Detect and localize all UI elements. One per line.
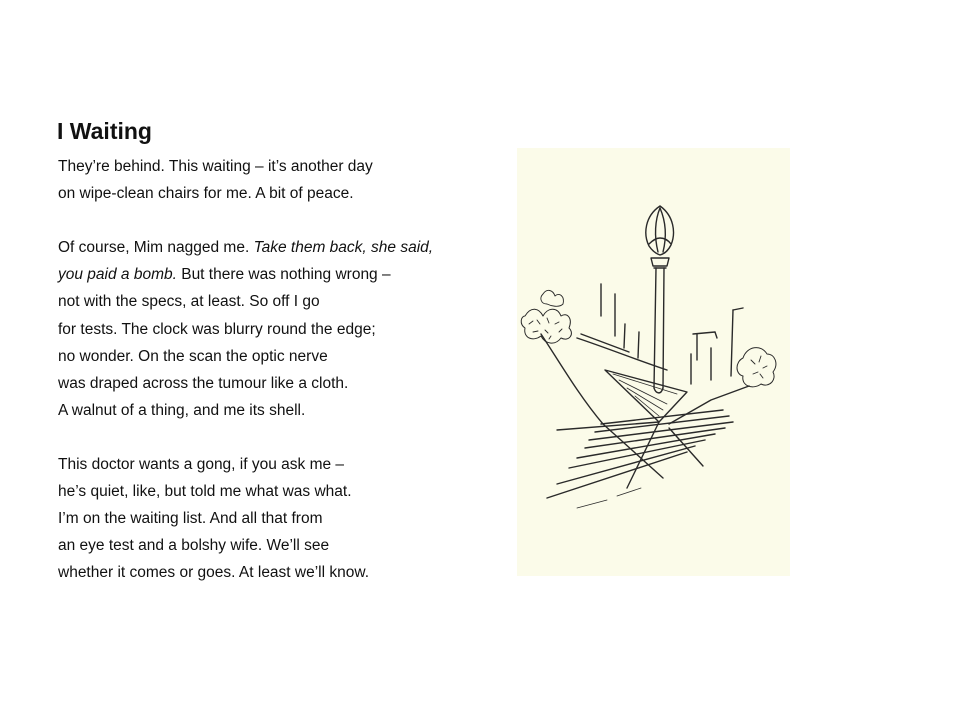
poem-line: he’s quiet, like, but told me what was what. <box>58 483 352 501</box>
poem-line: no wonder. On the scan the optic nerve <box>58 347 328 365</box>
poem-line: I’m on the waiting list. And all that from <box>58 510 323 528</box>
poem-line-text: Of course, Mim nagged me. <box>58 239 254 257</box>
poem-line <box>58 234 498 261</box>
street-lamp-sketch-icon <box>517 148 790 576</box>
poem-title: I Waiting <box>57 118 152 144</box>
poem-line-italic: you paid a bomb. <box>58 266 177 284</box>
poem-line: on wipe-clean chairs for me. A bit of peace. <box>58 185 354 203</box>
poem-line: for tests. The clock was blurry round the edge; <box>58 320 376 338</box>
street-lamp-sketch <box>517 148 790 576</box>
poem-line: whether it comes or goes. At least we’ll know. <box>58 564 370 582</box>
poem-body <box>58 153 498 587</box>
poem-line: an eye test and a bolshy wife. We’ll see <box>58 537 330 555</box>
stanza-break <box>58 424 498 451</box>
poem-line: They’re behind. This waiting – it’s another day <box>58 158 373 175</box>
poem-line: not with the specs, at least. So off I go <box>58 293 320 311</box>
poem-line: was draped across the tumour like a cloth. <box>58 374 349 392</box>
poem-line <box>58 261 498 288</box>
poem-line-italic: Take them back, she said, <box>253 239 434 257</box>
stanza-break <box>58 207 498 234</box>
poem-line: A walnut of a thing, and me its shell. <box>58 401 306 419</box>
poem-line: This doctor wants a gong, if you ask me – <box>58 456 345 474</box>
poem-line-text: But there was nothing wrong – <box>176 266 391 284</box>
